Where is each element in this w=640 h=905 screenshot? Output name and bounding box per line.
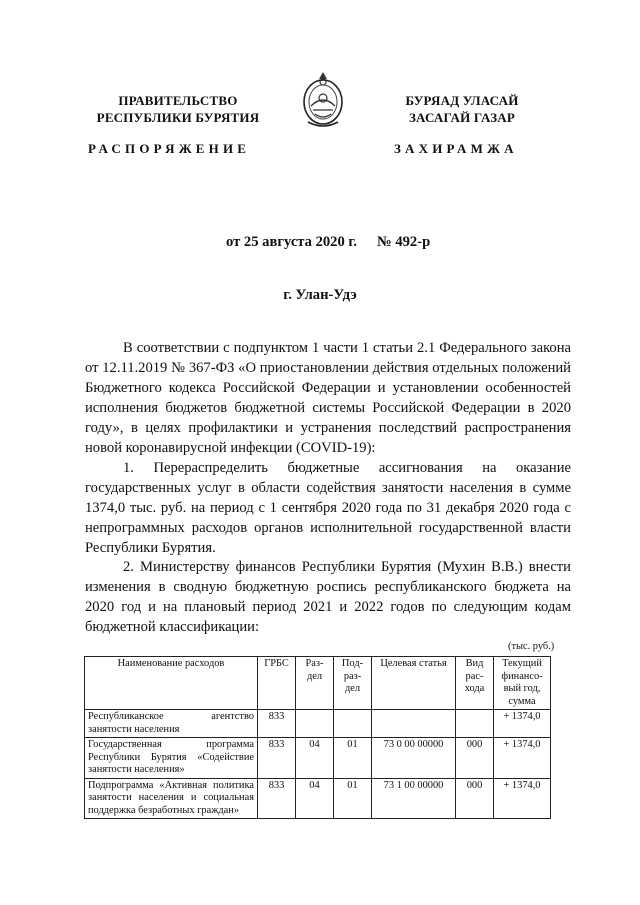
cell-grbs: 833: [258, 738, 296, 779]
cell-sum: + 1374,0: [494, 778, 551, 819]
table-header-row: [85, 657, 551, 710]
cell-type: 000: [456, 738, 494, 779]
cell-grbs: 833: [258, 778, 296, 819]
header-grbs: ГРБС: [258, 657, 296, 710]
budget-table: [84, 656, 551, 819]
header-section: Раз-дел: [296, 657, 334, 710]
cell-type: [456, 710, 494, 738]
header-expense-type: Вид рас-хода: [456, 657, 494, 710]
cell-target: [372, 710, 456, 738]
cell-section: 04: [296, 778, 334, 819]
doc-type-bua: ЗАХИРАМЖА: [394, 141, 518, 156]
header-expense-name: Наименование расходов: [85, 657, 258, 710]
cell-subsection: [334, 710, 372, 738]
issuer-bua: [372, 92, 552, 126]
coat-of-arms-buryatia-icon: [300, 70, 346, 130]
document-number: № 492-р: [377, 234, 431, 250]
cell-target: 73 1 00 00000: [372, 778, 456, 819]
doc-type-ru: РАСПОРЯЖЕНИЕ: [88, 141, 251, 156]
cell-grbs: 833: [258, 710, 296, 738]
cell-target: 73 0 00 00000: [372, 738, 456, 779]
cell-name: Республиканское агентство занятости населения: [85, 710, 258, 738]
unit-note: (тыс. руб.): [508, 641, 555, 652]
issuer-bua-line2: ЗАСАГАЙ ГАЗАР: [408, 110, 516, 125]
document-date: от 25 августа 2020 г.: [226, 234, 358, 250]
preamble-paragraph: В соответствии с подпунктом 1 части 1 статьи 2.1 Федерального закона от 12.11.2019 № 367-ФЗ «О приостановлении действия отдельных положений Бюджетного кодекса Российской Федерации и установлении особенностей исполнения бюджетов бюджетной системы Российской Федерации в 2020 году», в целях профилактики и устранения последствий распространения новой коронавирусной инфекции (COVID-19):: [85, 340, 571, 456]
cell-name: Подпрограмма «Активная политика занятости населения и социальная поддержка безработных граждан»: [85, 778, 258, 819]
cell-subsection: 01: [334, 738, 372, 779]
cell-subsection: 01: [334, 778, 372, 819]
issuer-bua-line1: БУРЯАД УЛАСАЙ: [405, 93, 519, 108]
header-current-year-sum: Текущий финансо-вый год, сумма: [494, 657, 551, 710]
issuer-ru-line1: ПРАВИТЕЛЬСТВО: [118, 93, 238, 108]
cell-type: 000: [456, 778, 494, 819]
issuer-ru-line2: РЕСПУБЛИКИ БУРЯТИЯ: [96, 110, 260, 125]
table-row: [85, 738, 551, 779]
paragraph-1: 1. Перераспределить бюджетные ассигнования на оказание государственных услуг в области содействия занятости населения в сумме 1374,0 тыс. руб. на период с 1 сентября 2020 года по 31 декабря 2020 года с непрограммных расходов органов исполнительной государственной власти Республики Бурятия.: [85, 460, 571, 556]
cell-name: Государственная программа Республики Бурятия «Содействие занятости населения»: [85, 738, 258, 779]
table-row: [85, 778, 551, 819]
cell-sum: + 1374,0: [494, 738, 551, 779]
cell-section: [296, 710, 334, 738]
paragraph-2: 2. Министерству финансов Республики Бурятия (Мухин В.В.) внести изменения в сводную бюджетную роспись республиканского бюджета на 2020 год и на плановый период 2021 и 2022 годов по следующим кодам бюджетной классификации:: [85, 559, 571, 635]
header-target-article: Целевая статья: [372, 657, 456, 710]
city: г. Улан-Удэ: [283, 287, 357, 303]
header-subsection: Под-раз-дел: [334, 657, 372, 710]
cell-section: 04: [296, 738, 334, 779]
cell-sum: + 1374,0: [494, 710, 551, 738]
issuer-ru: [88, 92, 268, 126]
table-row: [85, 710, 551, 738]
